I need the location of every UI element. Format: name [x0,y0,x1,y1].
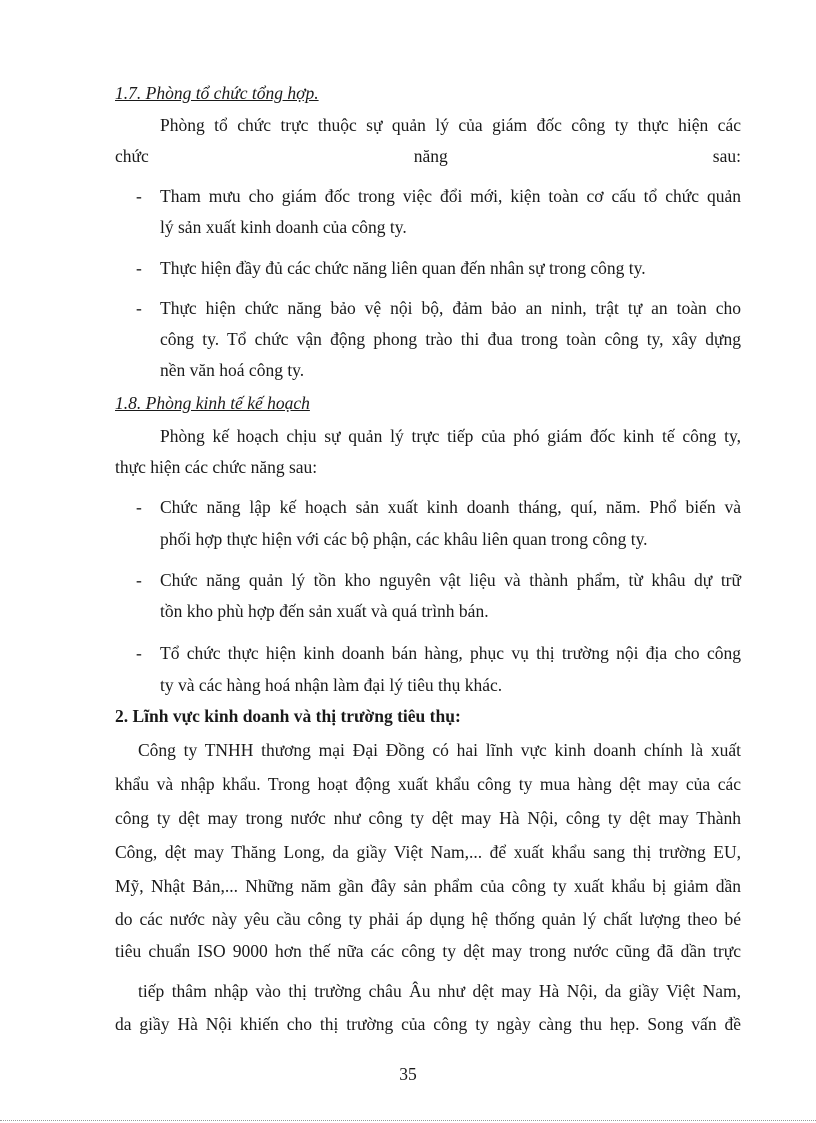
bullet-line: phối hợp thực hiện với các bộ phận, các khâu liên quan trong công ty. [160,529,648,549]
paragraph-line: tiêu chuẩn ISO 9000 hơn thế nữa các công ty dệt may trong nước cũng đã dần trực [115,941,741,961]
bullet-line: Chức năng quản lý tồn kho nguyên vật liệu và thành phẩm, từ khâu dự trữ [160,570,741,590]
bullet-line: công ty. Tổ chức vận động phong trào thi đua trong toàn công ty, xây dựng [160,329,741,349]
paragraph-line: thực hiện các chức năng sau: [115,457,318,477]
bullet-line: Thực hiện đầy đủ các chức năng liên quan đến nhân sự trong công ty. [160,258,646,278]
section-heading-1-8: 1.8. Phòng kinh tế kế hoạch [115,393,310,413]
paragraph-line-spaced [115,146,741,167]
bullet-dash: - [136,298,142,318]
paragraph-line: Công ty TNHH thương mại Đại Đồng có hai lĩnh vực kinh doanh chính là xuất [138,740,741,760]
bullet-line: tồn kho phù hợp đến sản xuất và quá trình bán. [160,601,489,621]
bullet-line: Thực hiện chức năng bảo vệ nội bộ, đảm bảo an ninh, trật tự an toàn cho [160,298,741,318]
section-heading-1-7: 1.7. Phòng tổ chức tổng hợp. [115,83,319,103]
paragraph-line: Công, dệt may Thăng Long, da giầy Việt Nam,... để xuất khẩu sang thị trường EU, [115,842,741,862]
page-bottom-divider [0,1120,816,1121]
bullet-dash: - [136,643,142,663]
bullet-line: Tổ chức thực hiện kinh doanh bán hàng, phục vụ thị trường nội địa cho công [160,643,741,663]
word: năng [413,146,448,166]
section-heading-2: 2. Lĩnh vực kinh doanh và thị trường tiêu thụ: [115,706,461,726]
bullet-line: Tham mưu cho giám đốc trong việc đổi mới, kiện toàn cơ cấu tổ chức quản [160,186,741,206]
paragraph-line: tiếp thâm nhập vào thị trường châu Âu như dệt may Hà Nội, da giầy Việt Nam, [138,981,741,1001]
paragraph-line: Phòng kế hoạch chịu sự quản lý trực tiếp của phó giám đốc kinh tế công ty, [160,426,741,446]
bullet-line: lý sản xuất kinh doanh của công ty. [160,217,407,237]
word: sau: [712,146,741,166]
paragraph-line: da giầy Hà Nội khiến cho thị trường của công ty ngày càng thu hẹp. Song vấn đề [115,1014,741,1034]
word: chức [115,146,149,166]
bullet-dash: - [136,570,142,590]
bullet-line: Chức năng lập kế hoạch sản xuất kinh doanh tháng, quí, năm. Phổ biến và [160,497,741,517]
bullet-line: nền văn hoá công ty. [160,360,305,380]
paragraph-line: Phòng tổ chức trực thuộc sự quản lý của giám đốc công ty thực hiện các [160,115,741,135]
bullet-dash: - [136,258,142,278]
bullet-line: ty và các hàng hoá nhận làm đại lý tiêu thụ khác. [160,675,503,695]
paragraph-line: công ty dệt may trong nước như công ty dệt may Hà Nội, công ty dệt may Thành [115,808,741,828]
paragraph-line: Mỹ, Nhật Bản,... Những năm gần đây sản phẩm của công ty xuất khẩu bị giảm dần [115,876,741,896]
page-number: 35 [399,1064,417,1084]
bullet-dash: - [136,497,142,517]
paragraph-line: do các nước này yêu cầu công ty phải áp dụng hệ thống quản lý chất lượng theo bé [115,909,741,929]
bullet-dash: - [136,186,142,206]
paragraph-line: khẩu và nhập khẩu. Trong hoạt động xuất khẩu công ty mua hàng dệt may của các [115,774,741,794]
